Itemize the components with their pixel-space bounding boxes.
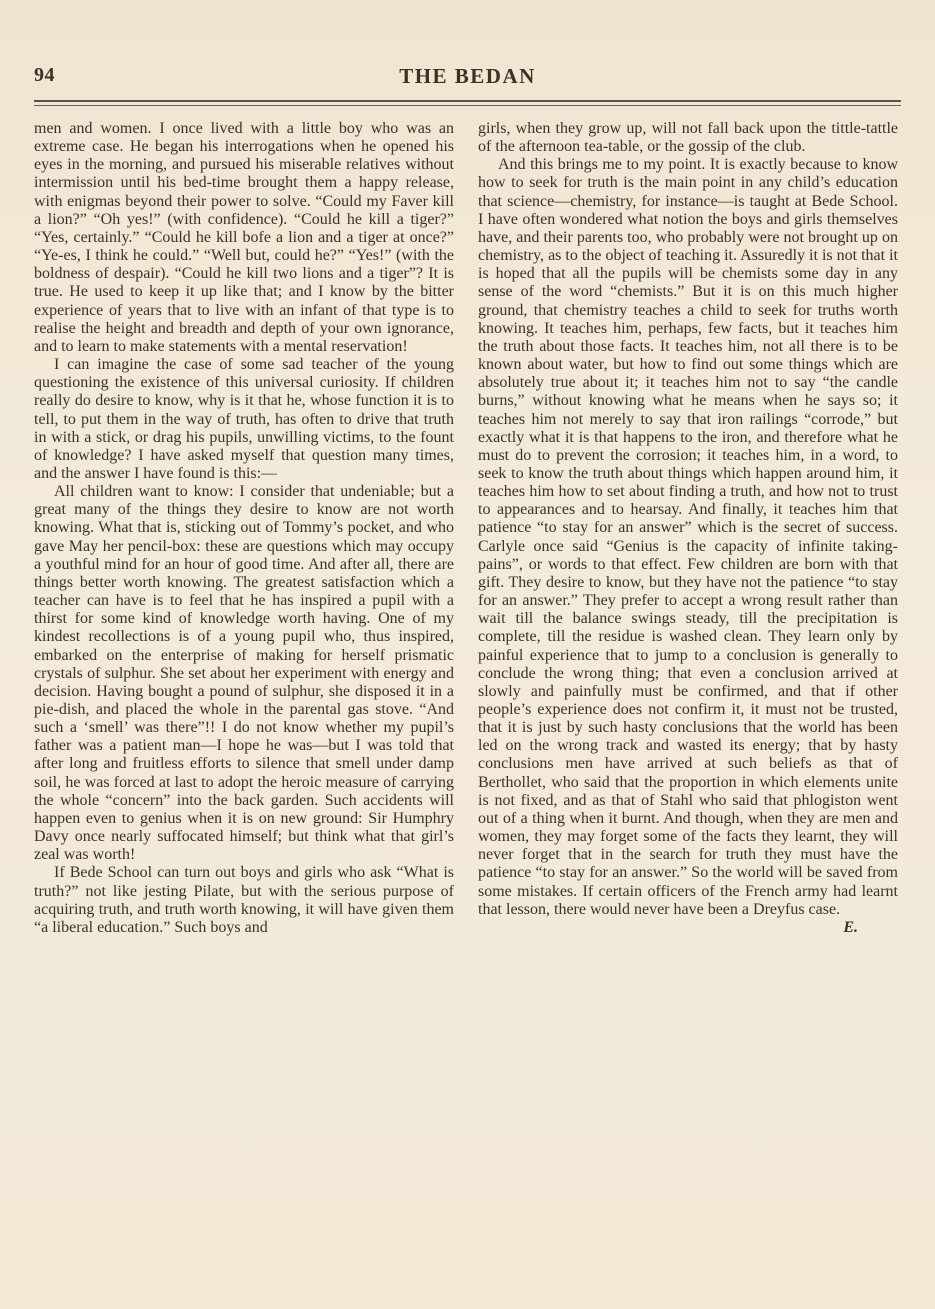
header-rule-thin [34,105,901,106]
author-signature: E. [843,918,858,936]
paragraph: I can imagine the case of some sad teacher of the young questioning the existence of this universal curiosity. If children really do desire to know, why is it that he, whose function it is to tell, to put them in the way of truth, has often to drive that truth in with a stick, or drag his pupils, unwilling victims, to the fount of knowledge? I have asked myself that question many times, and the answer I have found is this:— [34,356,454,482]
right-column [478,120,898,937]
paragraph: All children want to know: I consider that undeniable; but a great many of the things they desire to know are not worth knowing. What that is, sticking out of Tommy’s pocket, and who gave May her pencil-box: these are questions which may occupy a youthful mind for an hour of good time. And after all, there are things better worth knowing. The greatest satisfaction which a teacher can have is to feel that he has inspired a pupil with a thirst for some kind of knowledge worth having. One of my kindest recollections is of a young pupil who, thus inspired, embarked on the enterprise of making for herself prismatic crystals of sulphur. She set about her experiment with energy and decision. Having bought a pound of sulphur, she disposed it in a pie-dish, and placed the whole in the parental gas stove. “And such a ‘smell’ was there”!! I do not know whether my pupil’s father was a patient man—I hope he was—but I was told that after long and fruitless efforts to silence that smell under damp soil, he was forced at last to adopt the heroic measure of carrying the whole “concern” into the back garden. Such accidents will happen even to genius when it is on new ground: Sir Humphry Davy once nearly suffocated himself; but think what that girl’s zeal was worth! [34,483,454,864]
paragraph: If Bede School can turn out boys and girls who ask “What is truth?” not like jesting Pilate, but with the serious purpose of acquiring truth, and truth worth knowing, it will have given them “a liberal education.” Such boys and [34,864,454,936]
paragraph [478,156,898,936]
header-rule [34,100,901,102]
left-column [34,120,454,937]
paragraph: men and women. I once lived with a little boy who was an extreme case. He began his interrogations when he opened his eyes in the morning, and pursued his miserable relatives without intermission until his bed-time brought them a happy release, with enigmas beyond their power to solve. “Could my Faver kill a lion?” “Oh yes!” (with confidence). “Could he kill a tiger?” “Yes, certainly.” “Could he kill bofe a lion and a tiger at once?” “Ye-es, I think he could.” “Well but, could he?” “Yes!” (with the boldness of despair). “Could he kill two lions and a tiger”? It is true. He used to keep it up like that; and I know by the bitter experience of years that to live with an infant of that type is to realise the height and breadth and depth of your own ignorance, and to learn to make statements with a mental reservation! [34,120,454,355]
page-header [34,64,901,92]
paragraph: girls, when they grow up, will not fall back upon the tittle-tattle of the afternoon tea-table, or the gossip of the club. [478,120,898,156]
page-number: 94 [34,64,55,86]
running-title: THE BEDAN [399,64,536,88]
paragraph-text: And this brings me to my point. It is exactly because to know how to seek for truth is the main point in any child’s education that science—chemistry, for instance—is taught at Bede School. I have often wondered what notion the boys and girls themselves have, and their parents too, who probably were not brought up on chemistry, as to the object of teaching it. Assuredly it is not that it is hoped that all the pupils will be chemists some day in any sense of the word “chemists.” But it is on this much higher ground, that chemistry teaches a child to seek for truths worth knowing. It teaches him, perhaps, few facts, but it teaches him the truth about those facts. It teaches him, not all there is to be known about water, but how to find out some things which are absolutely true about it; it teaches him not to say “the candle burns,” without knowing what he means when he says so; it teaches him not merely to say that iron railings “corrode,” but exactly what it is that happens to the iron, and therefore what he must do to prevent the corrosion; it teaches him, in a word, to seek to know the truth about things which happen around him, it teaches him how to set about finding a truth, and how not to trust to appearances and to hearsay. And finally, it teaches him that patience “to stay for an answer” which is the secret of success. Carlyle once said “Genius is the capacity of infinite taking-pains”, or words to that effect. Few children are born with that gift. They desire to know, but they have not the patience “to stay for an answer.” They prefer to accept a wrong result rather than wait till the balance swings steady, till the precipitation is complete, till the residue is washed clean. They learn only by painful experience that to jump to a conclusion is generally to conclude the wrong thing; that even a conclusion arrived at slowly and painfully must be confirmed, and that if other people’s experience does not confirm it, it must not be trusted, that it is just by such hasty conclusions that the world has been led on the wrong track and wasted its energy; that by hasty conclusions men have arrived at such beliefs as that of Berthollet, who said that the proportion in which elements unite is not fixed, and as that of Stahl who said that phlogiston went out of a thing when it burnt. And though, when they are men and women, they may forget some of the facts they learnt, they will never forget that in the search for truth they must have the patience “to stay for an answer.” So the world will be saved from some mistakes. If certain officers of the French army had learnt that lesson, there would never have been a Dreyfus case. [478,156,898,918]
